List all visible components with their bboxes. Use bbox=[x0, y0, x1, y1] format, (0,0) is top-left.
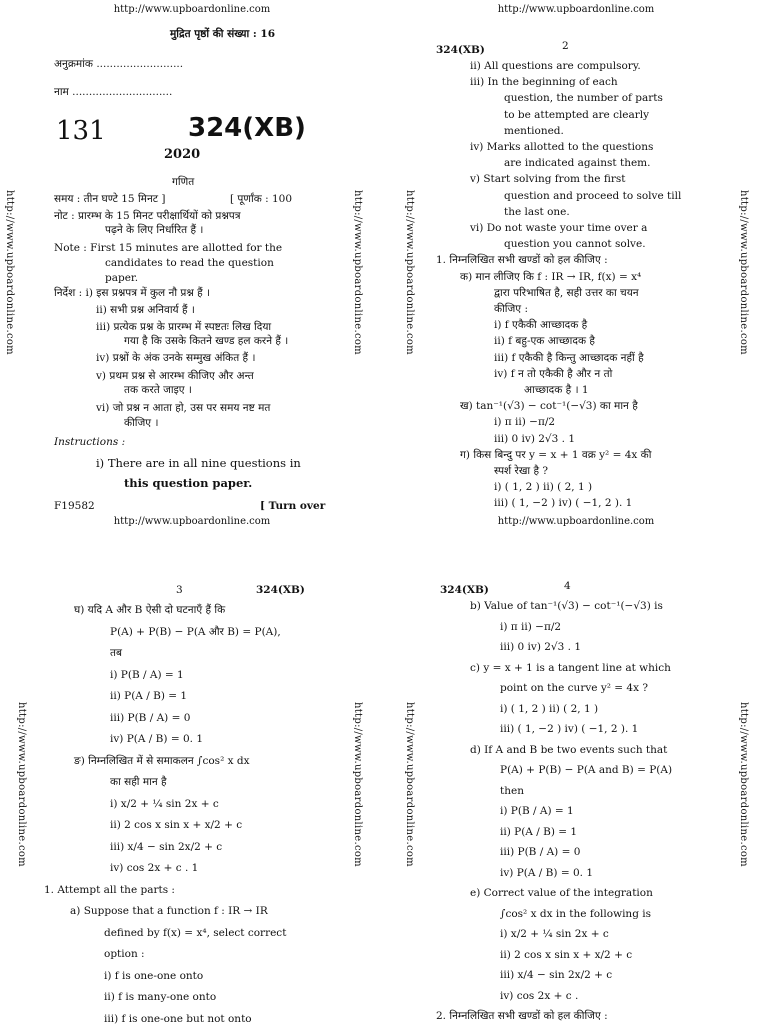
text-line: v) Start solving from the first bbox=[470, 173, 626, 186]
text-line: P(A) + P(B) − P(A और B) = P(A), bbox=[110, 625, 281, 638]
text-line: iv) P(A / B) = 0. 1 bbox=[500, 866, 594, 879]
turn-over: [ Turn over bbox=[260, 500, 326, 512]
note-hindi: नोट : प्रारम्भ के 15 मिनट परीक्षार्थियों को प्रश्नपत्र bbox=[54, 210, 241, 222]
text-line: ii) 2 cos x sin x + x/2 + c bbox=[110, 819, 243, 831]
text-line: iv) P(A / B) = 0. 1 bbox=[110, 733, 204, 745]
instruction: iv) प्रश्नों के अंक उनके सम्मुख अंकित हैं । bbox=[96, 352, 256, 364]
paper-code: 131 bbox=[56, 116, 106, 146]
text-line: are indicated against them. bbox=[504, 157, 651, 170]
text-line: iii) 0 iv) 2√3 . 1 bbox=[500, 641, 581, 653]
text-line: option : bbox=[104, 948, 145, 960]
side-url: http://www.upboardonline.com bbox=[404, 190, 415, 355]
text-line: i) ( 1, 2 ) ii) ( 2, 1 ) bbox=[500, 702, 599, 715]
text-line: b) Value of tan⁻¹(√3) − cot⁻¹(−√3) is bbox=[470, 600, 663, 612]
text-line: vi) Do not waste your time over a bbox=[470, 222, 648, 234]
paper-id: 324(XB) bbox=[436, 44, 485, 56]
text-line: का सही मान है bbox=[110, 776, 167, 788]
text-line: iii) 0 iv) 2√3 . 1 bbox=[494, 432, 575, 445]
text-line: e) Correct value of the integration bbox=[470, 887, 653, 899]
subject: गणित bbox=[172, 176, 195, 188]
text-line: then bbox=[500, 784, 524, 797]
text-line: i) P(B / A) = 1 bbox=[110, 668, 184, 681]
text-line: i) π ii) −π/2 bbox=[500, 620, 562, 633]
note-english: candidates to read the question bbox=[105, 257, 274, 269]
text-line: iii) ( 1, −2 ) iv) ( −1, 2 ). 1 bbox=[500, 723, 639, 735]
year: 2020 bbox=[164, 147, 201, 162]
text-line: iii) f is one-one but not onto bbox=[104, 1012, 252, 1024]
text-line: a) Suppose that a function f : IR → IR bbox=[70, 905, 268, 917]
text-line: iii) f एकैकी है किन्तु आच्छादक नहीं है bbox=[494, 351, 644, 364]
text-line: ii) All questions are compulsory. bbox=[470, 60, 641, 72]
paper-id: 324(XB) bbox=[440, 584, 489, 596]
instructions-heading: Instructions : bbox=[54, 436, 126, 448]
side-url: http://www.upboardonline.com bbox=[352, 190, 363, 355]
side-url: http://www.upboardonline.com bbox=[738, 190, 749, 355]
instruction: कीजिए । bbox=[124, 417, 159, 429]
side-url: http://www.upboardonline.com bbox=[16, 702, 27, 867]
instruction-english: i) There are in all nine questions in bbox=[96, 456, 301, 470]
time: समय : तीन घण्टे 15 मिनट ] bbox=[54, 193, 166, 205]
text-line: ङ) निम्नलिखित में से समाकलन ∫cos² x dx bbox=[74, 754, 250, 767]
text-line: the last one. bbox=[504, 205, 570, 218]
text-line: ii) f is many-one onto bbox=[104, 991, 217, 1003]
text-line: ii) f बहु-एक आच्छादक है bbox=[494, 335, 595, 348]
text-line: P(A) + P(B) − P(A and B) = P(A) bbox=[500, 764, 673, 776]
text-line: कीजिए : bbox=[494, 303, 528, 315]
page-2 bbox=[384, 0, 768, 512]
text-line: iv) cos 2x + c . 1 bbox=[110, 862, 199, 874]
page-1 bbox=[0, 0, 384, 512]
url-header: http://www.upboardonline.com bbox=[113, 4, 271, 15]
text-line: iv) f न तो एकैकी है और न तो bbox=[494, 367, 613, 380]
side-url: http://www.upboardonline.com bbox=[404, 702, 415, 867]
text-line: ∫cos² x dx in the following is bbox=[500, 907, 651, 920]
text-line: ग) किस बिन्दु पर y = x + 1 वक्र y² = 4x की bbox=[460, 448, 652, 461]
text-line: i) P(B / A) = 1 bbox=[500, 805, 574, 817]
instruction: निर्देश : i) इस प्रश्नपत्र में कुल नौ प्रश्न हैं । bbox=[54, 287, 211, 299]
url-header: http://www.upboardonline.com bbox=[497, 516, 655, 527]
text-line: iii) P(B / A) = 0 bbox=[500, 846, 581, 858]
page-number: 3 bbox=[176, 584, 183, 596]
text-line: ii) P(A / B) = 1 bbox=[110, 690, 188, 702]
printed-pages: मुद्रित पृष्ठों की संख्या : 16 bbox=[170, 28, 276, 40]
text-line: c) y = x + 1 is a tangent line at which bbox=[470, 661, 671, 674]
name-field: नाम .............................. bbox=[54, 86, 173, 98]
text-line: ii) P(A / B) = 1 bbox=[500, 825, 578, 838]
url-header: http://www.upboardonline.com bbox=[113, 516, 271, 527]
text-line: question and proceed to solve till bbox=[504, 189, 682, 202]
text-line: i) f एकैकी आच्छादक है bbox=[494, 319, 588, 332]
text-line: i) x/2 + ¼ sin 2x + c bbox=[500, 928, 609, 940]
instruction: v) प्रथम प्रश्न से आरम्भ कीजिए और अन्त bbox=[96, 370, 254, 382]
side-url: http://www.upboardonline.com bbox=[4, 190, 15, 355]
side-url: http://www.upboardonline.com bbox=[352, 702, 363, 867]
text-line: ख) tan⁻¹(√3) − cot⁻¹(−√3) का मान है bbox=[460, 400, 638, 413]
text-line: 1. Attempt all the parts : bbox=[44, 883, 175, 896]
text-line: i) x/2 + ¼ sin 2x + c bbox=[110, 797, 219, 810]
text-line: i) ( 1, 2 ) ii) ( 2, 1 ) bbox=[494, 481, 593, 494]
url-header: http://www.upboardonline.com bbox=[497, 4, 655, 15]
page-number: 2 bbox=[562, 40, 569, 52]
text-line: point on the curve y² = 4x ? bbox=[500, 682, 649, 694]
text-line: iv) Marks allotted to the questions bbox=[470, 141, 654, 153]
text-line: iii) ( 1, −2 ) iv) ( −1, 2 ). 1 bbox=[494, 497, 633, 510]
instruction: iii) प्रत्येक प्रश्न के प्रारम्भ में स्पष्टतः लिख दिया bbox=[96, 321, 272, 333]
note-english: paper. bbox=[105, 272, 139, 284]
page-number: 4 bbox=[564, 580, 571, 592]
text-line: iii) x/4 − sin 2x/2 + c bbox=[500, 969, 613, 981]
text-line: स्पर्श रेखा है ? bbox=[494, 465, 549, 477]
instruction-english: this question paper. bbox=[124, 476, 253, 490]
page-4 bbox=[384, 512, 768, 1024]
paper-id: 324(XB) bbox=[188, 113, 306, 143]
instruction: तक करते जाइए । bbox=[124, 384, 192, 396]
form-code: F19582 bbox=[54, 500, 95, 512]
page-3 bbox=[0, 512, 384, 1024]
text-line: iii) P(B / A) = 0 bbox=[110, 711, 191, 724]
text-line: घ) यदि A और B ऐसी दो घटनाएँ हैं कि bbox=[74, 604, 226, 616]
text-line: i) f is one-one onto bbox=[104, 969, 204, 982]
text-line: 1. निम्नलिखित सभी खण्डों को हल कीजिए : bbox=[436, 254, 608, 267]
instruction: गया है कि उसके कितने खण्ड हल करने हैं । bbox=[124, 335, 289, 347]
text-line: defined by f(x) = x⁴, select correct bbox=[104, 926, 287, 939]
text-line: आच्छादक है । 1 bbox=[524, 384, 589, 396]
text-line: question, the number of parts bbox=[504, 92, 663, 105]
max-marks: [ पूर्णांक : 100 bbox=[230, 193, 293, 205]
paper-id: 324(XB) bbox=[256, 584, 305, 596]
text-line: i) π ii) −π/2 bbox=[494, 416, 556, 429]
text-line: question you cannot solve. bbox=[504, 238, 646, 251]
text-line: iv) cos 2x + c . bbox=[500, 989, 579, 1002]
note-english: Note : First 15 minutes are allotted for the bbox=[54, 242, 283, 254]
instruction: ii) सभी प्रश्न अनिवार्य हैं । bbox=[96, 304, 195, 316]
instruction: vi) जो प्रश्न न आता हो, उस पर समय नष्ट मत bbox=[96, 402, 271, 414]
text-line: क) मान लीजिए कि f : IR → IR, f(x) = x⁴ bbox=[460, 270, 642, 283]
text-line: to be attempted are clearly bbox=[504, 108, 650, 121]
note-hindi: पढ़ने के लिए निर्धारित हैं । bbox=[105, 224, 204, 236]
text-line: तब bbox=[110, 647, 122, 659]
text-line: d) If A and B be two events such that bbox=[470, 743, 668, 756]
text-line: iii) In the beginning of each bbox=[470, 76, 618, 89]
text-line: द्वारा परिभाषित है, सही उत्तर का चयन bbox=[494, 286, 639, 299]
roll-number: अनुक्रमांक .......................... bbox=[54, 58, 184, 70]
text-line: iii) x/4 − sin 2x/2 + c bbox=[110, 840, 223, 853]
text-line: mentioned. bbox=[504, 124, 564, 137]
side-url: http://www.upboardonline.com bbox=[738, 702, 749, 867]
text-line: 2. निम्नलिखित सभी खण्डों को हल कीजिए : bbox=[436, 1010, 608, 1022]
text-line: ii) 2 cos x sin x + x/2 + c bbox=[500, 948, 633, 961]
